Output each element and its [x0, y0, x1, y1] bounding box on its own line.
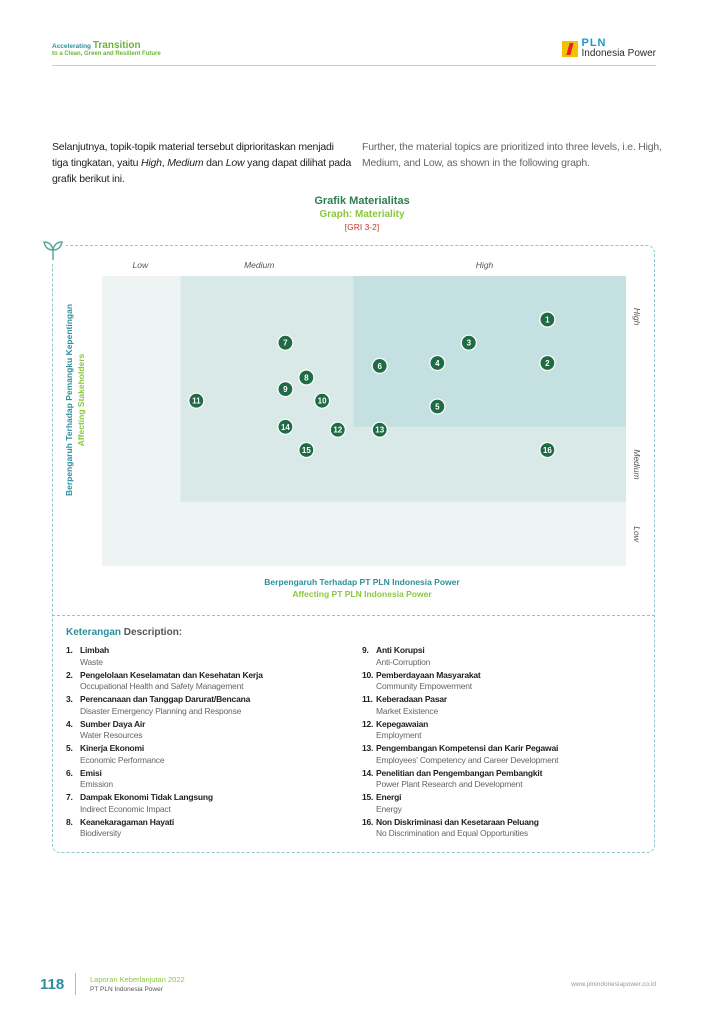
data-point-label: 8 [304, 373, 309, 383]
data-point [372, 358, 387, 373]
legend-item [362, 694, 642, 719]
legend-item-id: Penelitian dan Pengembangan Pembangkit [376, 767, 543, 778]
data-point [540, 443, 555, 458]
legend-item-number: 9. [362, 645, 369, 655]
legend-column-left [66, 645, 346, 841]
footer-report [90, 975, 185, 995]
legend-item [362, 719, 642, 744]
data-point-label: 16 [542, 446, 552, 455]
legend-item-number: 13. [362, 743, 374, 753]
tagline-small: Accelerating [52, 43, 92, 50]
legend-item-en: Waste [80, 656, 103, 667]
legend-item-number: 5. [66, 743, 73, 753]
legend-item-number: 8. [66, 816, 73, 827]
data-point-label: 13 [375, 425, 385, 435]
legend-item-text [80, 645, 109, 670]
data-point [278, 382, 293, 397]
legend-item-id: Kinerja Ekonomi [80, 743, 145, 753]
legend-item-number: 11. [362, 694, 373, 704]
data-point [430, 356, 445, 371]
legend-item-text [80, 743, 164, 768]
legend-item [66, 670, 346, 695]
data-point-label: 9 [283, 385, 288, 395]
legend-item-text [80, 694, 250, 719]
y-level-medium: Medium [632, 449, 642, 480]
legend-item-id: Non Diskriminasi dan Kesetaraan Peluang [376, 816, 539, 827]
footer-company: PT PLN Indonesia Power [90, 986, 163, 993]
legend-item-number: 16. [362, 816, 374, 827]
data-point-label: 4 [435, 359, 440, 368]
legend-item-text [376, 694, 447, 719]
intro-id-medium: Medium [167, 157, 204, 169]
data-point-label: 10 [317, 396, 327, 406]
footer-divider [75, 973, 76, 995]
data-point-label: 5 [435, 402, 440, 412]
legend-item-id: Pengelolaan Keselamatan dan Kesehatan Kerja [80, 669, 263, 680]
legend-item [362, 670, 642, 695]
tagline-sub: to a Clean, Green and Resilient Future [52, 51, 161, 57]
data-point-label: 15 [301, 446, 311, 455]
legend-item-en: Disaster Emergency Planning and Response [80, 705, 242, 716]
y-level-low: Low [632, 526, 642, 542]
legend-item-en: Occupational Health and Safety Management [80, 681, 244, 691]
legend-item-text [80, 719, 145, 744]
data-point [299, 443, 314, 458]
legend-item-id: Pengembangan Kompetensi dan Karir Pegawai [376, 743, 559, 753]
data-point [430, 399, 445, 414]
legend-item [362, 768, 642, 793]
legend-item-id: Energi [376, 792, 402, 802]
legend-item [66, 792, 346, 817]
data-point [189, 393, 204, 408]
intro-id-low: Low [225, 157, 245, 169]
page-number: 118 [40, 976, 65, 993]
legend-title-id: Keterangan [66, 627, 122, 638]
legend-item-text [376, 670, 481, 695]
intro-id-text-2: , [161, 157, 168, 169]
x-level-high: High [475, 260, 494, 270]
zone-high [354, 276, 626, 427]
data-point [372, 422, 387, 437]
legend-item-en: Anti-Corruption [376, 656, 431, 667]
logo-pln-text: PLN [581, 37, 607, 49]
legend-item-en: Market Existence [376, 705, 438, 716]
legend-item-number: 10. [362, 669, 374, 680]
legend-item-id: Perencanaan dan Tanggap Darurat/Bencana [80, 694, 251, 704]
legend-item-id: Keanekaragaman Hayati [80, 816, 175, 827]
legend-item [66, 694, 346, 719]
data-point-label: 14 [280, 422, 290, 432]
legend-item-text [80, 670, 263, 695]
gri-reference: [GRI 3-2] [344, 222, 380, 232]
footer-url: www.plnindonesiapower.co.id [571, 981, 656, 988]
chart-subtitle: Graph: Materiality [319, 209, 405, 220]
legend-item-number: 3. [66, 694, 73, 704]
data-point [330, 422, 345, 437]
y-axis-label [60, 300, 90, 500]
intro-id-text-3: dan [203, 157, 226, 169]
legend-item-en: Indirect Economic Impact [80, 803, 171, 814]
y-axis-label-en: Affecting Stakeholders [76, 353, 86, 447]
x-axis-label-id: Berpengaruh Terhadap PT PLN Indonesia Power [264, 577, 460, 587]
legend-item-en: Biodiversity [80, 828, 122, 838]
logo-company-text: Indonesia Power [581, 48, 656, 59]
data-point-label: 2 [545, 359, 550, 368]
legend-item [362, 645, 642, 670]
data-point [278, 335, 293, 350]
legend-item-text [80, 817, 174, 842]
data-point-label: 3 [466, 338, 472, 348]
legend-item-number: 2. [66, 669, 73, 680]
data-point-label: 11 [192, 396, 201, 406]
intro-english: Further, the material topics are prioritized into three levels, i.e. High, Medium, and Low, as shown in the following graph. [362, 141, 662, 169]
data-point [299, 370, 314, 385]
data-point [540, 356, 555, 371]
legend-item-text [376, 743, 558, 768]
intro-id-text-4: yang dapat dilihat pada grafik berikut ini. [52, 157, 352, 185]
x-level-medium: Medium [244, 260, 275, 270]
legend-title-en: Description: [123, 627, 183, 638]
legend-item-en: Economic Performance [80, 754, 165, 765]
intro-id-high: High [141, 157, 162, 169]
footer-report-title: Laporan Keberlanjutan 2022 [90, 975, 185, 984]
legend-item-id: Anti Korupsi [376, 645, 425, 655]
legend-item-number: 12. [362, 718, 374, 729]
legend-item-id: Dampak Ekonomi Tidak Langsung [80, 792, 213, 802]
legend-item-en: Community Empowerment [376, 681, 472, 691]
legend-item-en: Emission [80, 779, 113, 789]
legend-item-text [376, 645, 430, 670]
data-point-label: 12 [333, 425, 343, 435]
legend-item-text [80, 768, 113, 793]
legend-item-id: Sumber Daya Air [80, 718, 146, 729]
legend-item-number: 15. [362, 792, 374, 802]
x-axis-label-en: Affecting PT PLN Indonesia Power [292, 589, 432, 599]
legend-item-number: 6. [66, 767, 73, 778]
data-point [315, 393, 330, 408]
legend-item [66, 719, 346, 744]
legend-item [66, 768, 346, 793]
chart-title: Grafik Materialitas [314, 195, 410, 207]
legend-item-en: Power Plant Research and Development [376, 779, 523, 789]
y-level-high: High [632, 307, 642, 326]
legend-item-text [376, 792, 402, 817]
legend-item-number: 1. [66, 645, 73, 655]
legend-item [362, 792, 642, 817]
legend-item [66, 645, 346, 670]
legend-title [66, 627, 182, 638]
data-point-label: 7 [283, 338, 288, 348]
legend-item-text [80, 792, 213, 817]
x-level-low: Low [132, 260, 149, 270]
legend-item-number: 7. [66, 792, 73, 802]
legend-item [362, 743, 642, 768]
data-point [461, 335, 476, 350]
tagline-big: Transition [92, 40, 141, 51]
legend-item-en: Employment [376, 730, 422, 740]
legend-item-number: 14. [362, 767, 374, 778]
legend-item-id: Keberadaan Pasar [376, 694, 447, 704]
legend-item [362, 817, 642, 842]
data-point [278, 419, 293, 434]
legend-item-number: 4. [66, 718, 73, 729]
legend-item [66, 817, 346, 842]
legend-item-id: Kepegawaian [376, 718, 429, 729]
y-axis-label-id: Berpengaruh Terhadap Pemangku Kepentingan [64, 303, 74, 497]
legend-item-text [376, 817, 539, 842]
intro-id-text-1: Selanjutnya, topik-topik material tersebut diprioritaskan menjadi tiga tingkatan, yaitu [52, 141, 334, 169]
data-point-label: 6 [377, 361, 382, 371]
legend-item-id: Limbah [80, 645, 110, 655]
legend-item-en: Energy [376, 803, 402, 814]
legend-item-en: Water Resources [80, 730, 143, 740]
legend-item-id: Emisi [80, 767, 102, 778]
legend-item [66, 743, 346, 768]
legend-item-id: Pemberdayaan Masyarakat [376, 669, 481, 680]
data-point [540, 312, 555, 327]
legend-item-en: Employees' Competency and Career Development [376, 754, 559, 765]
legend-item-en: No Discrimination and Equal Opportunities [376, 828, 528, 838]
legend-item-text [376, 768, 542, 793]
data-point-label: 1 [545, 315, 550, 325]
legend-column-right [362, 645, 642, 841]
legend-item-text [376, 719, 428, 744]
